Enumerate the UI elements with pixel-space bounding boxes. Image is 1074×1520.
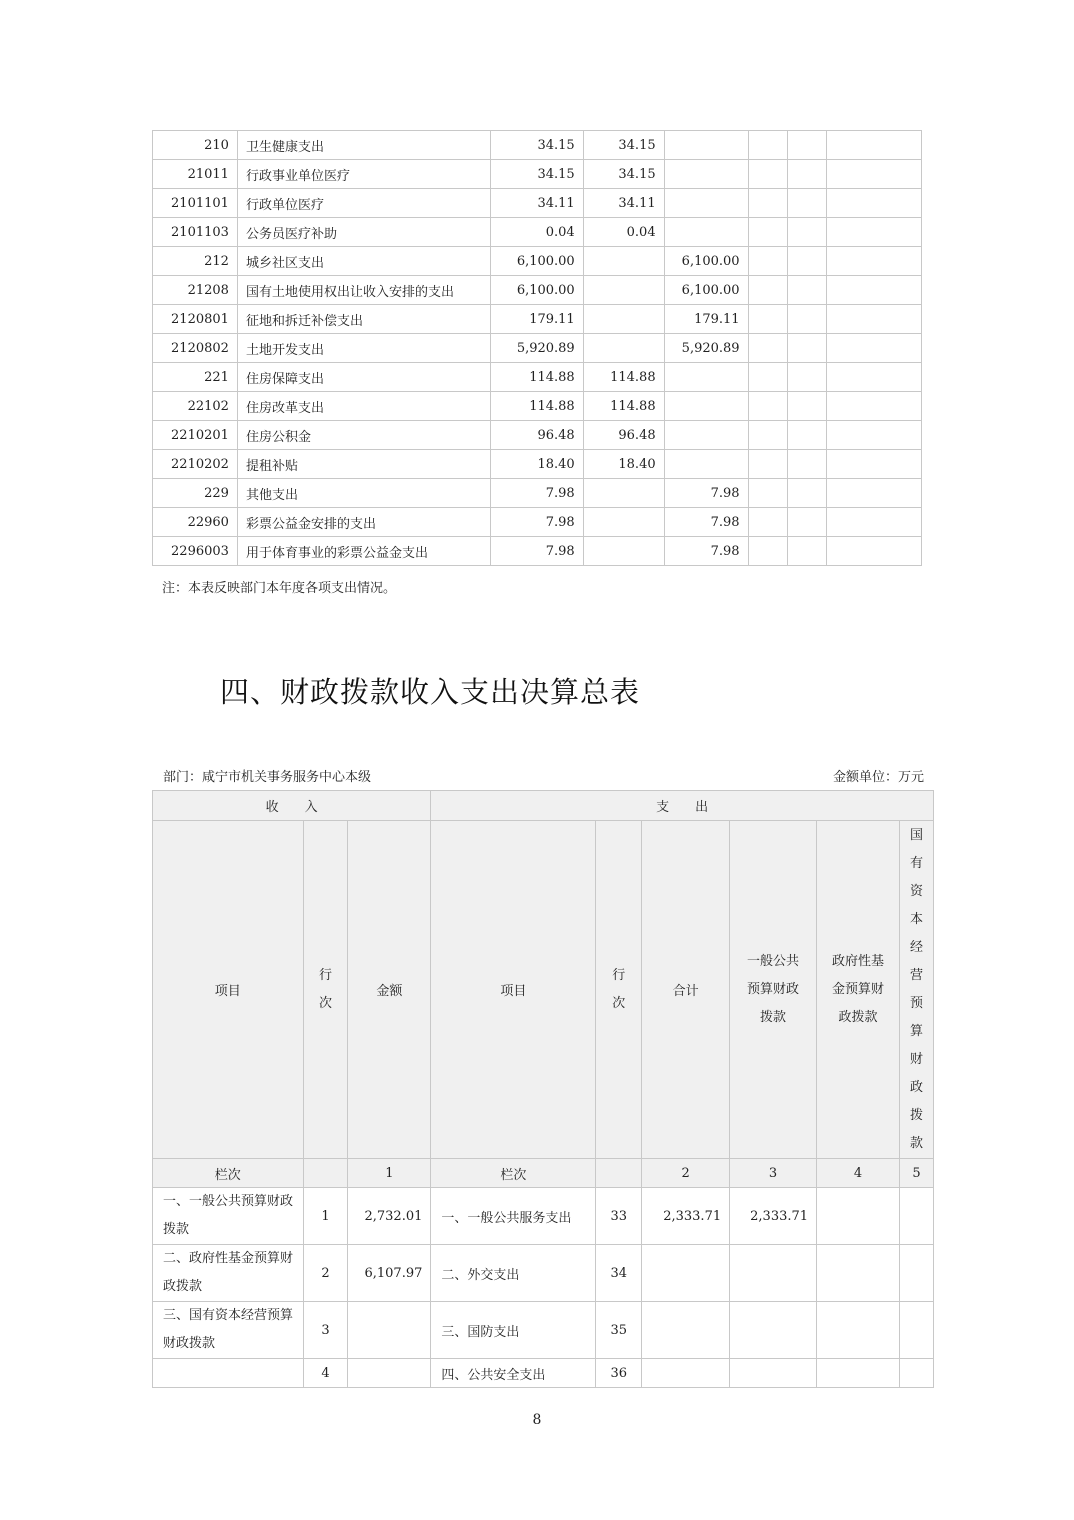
cell-c3 xyxy=(664,363,748,392)
cell-c1: 6,100.00 xyxy=(490,247,583,276)
cell-c1: 7.98 xyxy=(490,479,583,508)
table-row xyxy=(153,479,922,508)
cell-c3 xyxy=(664,421,748,450)
cell-code: 21011 xyxy=(153,160,238,189)
cell-c2 xyxy=(583,305,664,334)
cell-name: 住房公积金 xyxy=(237,421,490,450)
col-index-1: 1 xyxy=(348,1159,431,1188)
col-index-3: 3 xyxy=(730,1159,817,1188)
cell-code: 21208 xyxy=(153,276,238,305)
cell-c5 xyxy=(788,334,827,363)
cell-name: 彩票公益金安排的支出 xyxy=(237,508,490,537)
cell-code: 2101103 xyxy=(153,218,238,247)
cell-c6 xyxy=(827,131,922,160)
cell-c6 xyxy=(827,392,922,421)
cell-name: 征地和拆迁补偿支出 xyxy=(237,305,490,334)
cell-c3 xyxy=(664,131,748,160)
cell-c3: 6,100.00 xyxy=(664,276,748,305)
amount-unit-label: 金额单位：万元 xyxy=(832,770,924,785)
cell-c5 xyxy=(788,537,827,566)
cell-c5 xyxy=(788,247,827,276)
cell-c1: 114.88 xyxy=(490,363,583,392)
cell-name: 其他支出 xyxy=(237,479,490,508)
cell-c6 xyxy=(827,305,922,334)
cell-total: 2,333.71 xyxy=(642,1188,730,1245)
section-title: 四、财政拨款收入支出决算总表 xyxy=(220,675,641,709)
income-item-header: 项目 xyxy=(153,821,304,1159)
table-row xyxy=(153,276,922,305)
income-expense-summary-table xyxy=(152,790,934,1388)
cell-c2: 34.15 xyxy=(583,131,664,160)
table-row xyxy=(153,1359,934,1388)
cell-c4 xyxy=(748,392,788,421)
col-index-label: 栏次 xyxy=(153,1159,304,1188)
cell-in-no: 2 xyxy=(303,1245,348,1302)
cell-c1: 96.48 xyxy=(490,421,583,450)
cell-c5 xyxy=(788,392,827,421)
cell-c3: 179.11 xyxy=(664,305,748,334)
cell-c6 xyxy=(827,421,922,450)
cell-c1: 7.98 xyxy=(490,537,583,566)
cell-c3 xyxy=(664,160,748,189)
cell-code: 2210202 xyxy=(153,450,238,479)
cell-c1: 6,100.00 xyxy=(490,276,583,305)
cell-code: 229 xyxy=(153,479,238,508)
cell-c4 xyxy=(748,189,788,218)
cell-c2: 34.11 xyxy=(583,189,664,218)
cell-in-no: 4 xyxy=(303,1359,348,1388)
cell-general: 2,333.71 xyxy=(730,1188,817,1245)
table-row xyxy=(153,508,922,537)
expense-row-no-header: 行次 xyxy=(596,821,642,1159)
cell-name: 卫生健康支出 xyxy=(237,131,490,160)
cell-c5 xyxy=(788,131,827,160)
cell-c1: 0.04 xyxy=(490,218,583,247)
cell-c3 xyxy=(664,218,748,247)
cell-c6 xyxy=(827,247,922,276)
table-row xyxy=(153,421,922,450)
cell-ex-item: 一、一般公共服务支出 xyxy=(431,1188,596,1245)
cell-code: 221 xyxy=(153,363,238,392)
cell-fund xyxy=(817,1359,900,1388)
cell-c4 xyxy=(748,305,788,334)
cell-c2: 0.04 xyxy=(583,218,664,247)
cell-name: 公务员医疗补助 xyxy=(237,218,490,247)
cell-name: 住房改革支出 xyxy=(237,392,490,421)
cell-c4 xyxy=(748,479,788,508)
cell-c5 xyxy=(788,189,827,218)
cell-c4 xyxy=(748,537,788,566)
cell-ex-item: 四、公共安全支出 xyxy=(431,1359,596,1388)
cell-c2 xyxy=(583,537,664,566)
cell-c2: 114.88 xyxy=(583,392,664,421)
cell-c4 xyxy=(748,334,788,363)
cell-total xyxy=(642,1245,730,1302)
income-row-no-header: 行次 xyxy=(303,821,348,1159)
table-row xyxy=(153,363,922,392)
cell-c1: 179.11 xyxy=(490,305,583,334)
cell-fund xyxy=(817,1188,900,1245)
cell-c6 xyxy=(827,363,922,392)
table-row xyxy=(153,1302,934,1359)
cell-c4 xyxy=(748,131,788,160)
cell-c3: 5,920.89 xyxy=(664,334,748,363)
col-index-5: 5 xyxy=(899,1159,933,1188)
cell-name: 行政单位医疗 xyxy=(237,189,490,218)
cell-c2: 34.15 xyxy=(583,160,664,189)
cell-c4 xyxy=(748,508,788,537)
cell-code: 2296003 xyxy=(153,537,238,566)
cell-c6 xyxy=(827,450,922,479)
table-row xyxy=(153,450,922,479)
cell-c5 xyxy=(788,479,827,508)
expenditure-detail-table xyxy=(152,130,922,566)
cell-name: 国有土地使用权出让收入安排的支出 xyxy=(237,276,490,305)
cell-c3 xyxy=(664,392,748,421)
cell-ex-item: 三、国防支出 xyxy=(431,1302,596,1359)
cell-c1: 18.40 xyxy=(490,450,583,479)
cell-c4 xyxy=(748,247,788,276)
table-row xyxy=(153,334,922,363)
cell-in-item: 三、国有资本经营预算财政拨款 xyxy=(153,1302,304,1359)
cell-c1: 34.15 xyxy=(490,131,583,160)
cell-c5 xyxy=(788,276,827,305)
cell-name: 土地开发支出 xyxy=(237,334,490,363)
cell-c1: 5,920.89 xyxy=(490,334,583,363)
table-row xyxy=(153,131,922,160)
cell-c3: 7.98 xyxy=(664,537,748,566)
cell-in-item: 二、政府性基金预算财政拨款 xyxy=(153,1245,304,1302)
cell-code: 22102 xyxy=(153,392,238,421)
cell-code: 210 xyxy=(153,131,238,160)
cell-fund xyxy=(817,1302,900,1359)
table-row xyxy=(153,218,922,247)
cell-c6 xyxy=(827,479,922,508)
cell-name: 提租补贴 xyxy=(237,450,490,479)
cell-state xyxy=(899,1188,933,1245)
cell-general xyxy=(730,1302,817,1359)
cell-ex-item: 二、外交支出 xyxy=(431,1245,596,1302)
cell-c4 xyxy=(748,450,788,479)
cell-in-item: 一、一般公共预算财政拨款 xyxy=(153,1188,304,1245)
cell-c5 xyxy=(788,450,827,479)
cell-name: 行政事业单位医疗 xyxy=(237,160,490,189)
cell-general xyxy=(730,1245,817,1302)
cell-code: 212 xyxy=(153,247,238,276)
cell-in-amount: 6,107.97 xyxy=(348,1245,431,1302)
cell-name: 住房保障支出 xyxy=(237,363,490,392)
table-note: 注：本表反映部门本年度各项支出情况。 xyxy=(162,581,397,596)
cell-c4 xyxy=(748,276,788,305)
gov-fund-header: 政府性基金预算财政拨款 xyxy=(817,821,900,1159)
table-row xyxy=(153,160,922,189)
cell-fund xyxy=(817,1245,900,1302)
cell-total xyxy=(642,1302,730,1359)
cell-code: 2210201 xyxy=(153,421,238,450)
cell-ex-no: 33 xyxy=(596,1188,642,1245)
cell-c4 xyxy=(748,218,788,247)
cell-c2 xyxy=(583,247,664,276)
page-number: 8 xyxy=(532,1412,542,1428)
cell-state xyxy=(899,1302,933,1359)
col-index-4: 4 xyxy=(817,1159,900,1188)
cell-c2 xyxy=(583,479,664,508)
income-group-header: 收 入 xyxy=(153,791,431,821)
cell-in-amount xyxy=(348,1302,431,1359)
cell-code: 22960 xyxy=(153,508,238,537)
cell-c5 xyxy=(788,363,827,392)
table-row xyxy=(153,247,922,276)
expense-item-header: 项目 xyxy=(431,821,596,1159)
cell-c1: 34.11 xyxy=(490,189,583,218)
cell-name: 城乡社区支出 xyxy=(237,247,490,276)
cell-c2 xyxy=(583,276,664,305)
cell-c4 xyxy=(748,363,788,392)
cell-ex-no: 36 xyxy=(596,1359,642,1388)
cell-c5 xyxy=(788,218,827,247)
income-amount-header: 金额 xyxy=(348,821,431,1159)
cell-c6 xyxy=(827,508,922,537)
cell-c5 xyxy=(788,160,827,189)
cell-c1: 114.88 xyxy=(490,392,583,421)
cell-c2: 18.40 xyxy=(583,450,664,479)
cell-c3: 7.98 xyxy=(664,508,748,537)
cell-c1: 34.15 xyxy=(490,160,583,189)
state-capital-header: 国有资本经营预算财政拨款 xyxy=(899,821,933,1159)
cell-c2: 114.88 xyxy=(583,363,664,392)
cell-ex-no: 34 xyxy=(596,1245,642,1302)
cell-in-amount xyxy=(348,1359,431,1388)
cell-in-item xyxy=(153,1359,304,1388)
cell-c6 xyxy=(827,537,922,566)
cell-in-no: 1 xyxy=(303,1188,348,1245)
cell-code: 2120801 xyxy=(153,305,238,334)
general-budget-header: 一般公共预算财政拨款 xyxy=(730,821,817,1159)
cell-c3: 7.98 xyxy=(664,479,748,508)
cell-c2: 96.48 xyxy=(583,421,664,450)
table-row xyxy=(153,392,922,421)
table-row xyxy=(153,1188,934,1245)
cell-c4 xyxy=(748,421,788,450)
table-row xyxy=(153,305,922,334)
cell-in-no: 3 xyxy=(303,1302,348,1359)
cell-c4 xyxy=(748,160,788,189)
cell-c5 xyxy=(788,508,827,537)
cell-code: 2120802 xyxy=(153,334,238,363)
cell-state xyxy=(899,1245,933,1302)
cell-c6 xyxy=(827,218,922,247)
cell-c2 xyxy=(583,334,664,363)
cell-c5 xyxy=(788,421,827,450)
table-row xyxy=(153,537,922,566)
cell-name: 用于体育事业的彩票公益金支出 xyxy=(237,537,490,566)
cell-code: 2101101 xyxy=(153,189,238,218)
cell-c6 xyxy=(827,276,922,305)
table-row xyxy=(153,189,922,218)
cell-c3: 6,100.00 xyxy=(664,247,748,276)
department-label: 部门：咸宁市机关事务服务中心本级 xyxy=(163,770,372,785)
cell-in-amount: 2,732.01 xyxy=(348,1188,431,1245)
expense-group-header: 支 出 xyxy=(431,791,934,821)
cell-c6 xyxy=(827,334,922,363)
cell-c6 xyxy=(827,160,922,189)
cell-general xyxy=(730,1359,817,1388)
cell-c3 xyxy=(664,189,748,218)
cell-c1: 7.98 xyxy=(490,508,583,537)
cell-state xyxy=(899,1359,933,1388)
col-index-label-exp: 栏次 xyxy=(431,1159,596,1188)
cell-total xyxy=(642,1359,730,1388)
table-row xyxy=(153,1245,934,1302)
col-index-2: 2 xyxy=(642,1159,730,1188)
total-header: 合计 xyxy=(642,821,730,1159)
cell-c5 xyxy=(788,305,827,334)
cell-ex-no: 35 xyxy=(596,1302,642,1359)
cell-c2 xyxy=(583,508,664,537)
cell-c3 xyxy=(664,450,748,479)
cell-c6 xyxy=(827,189,922,218)
